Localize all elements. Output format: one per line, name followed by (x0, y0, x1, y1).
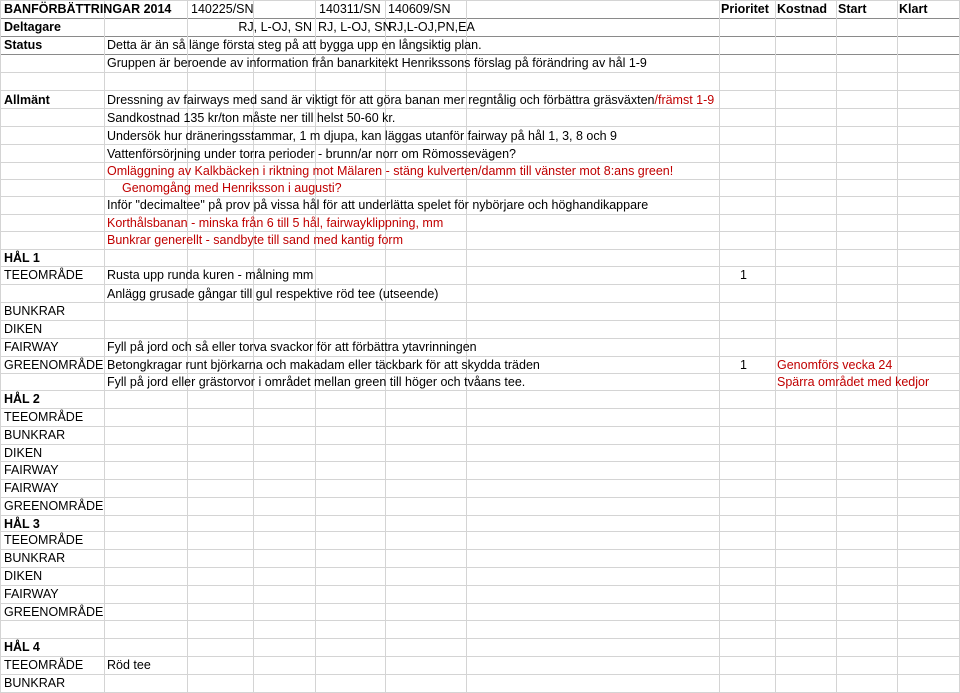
allmant-line-1-red-suffix: /främst 1-9 (654, 93, 715, 107)
hal1-area-bunkrar[interactable]: BUNKRAR (4, 304, 66, 318)
header-klart[interactable]: Klart (899, 2, 928, 16)
allmant-line-9[interactable]: Bunkrar generellt - sandbyte till sand med kantig form (107, 233, 403, 247)
hal1-title[interactable]: HÅL 1 (4, 251, 40, 265)
header-start[interactable]: Start (838, 2, 867, 16)
status-line-1[interactable]: Detta är än så länge första steg på att bygga upp en långsiktig plan. (107, 38, 482, 52)
sheet-title[interactable]: BANFÖRBÄTTRINGAR 2014 (4, 2, 172, 16)
hal3-area-fairway[interactable]: FAIRWAY (4, 587, 59, 601)
hal1-green-note[interactable]: Spärra området med kedjor (777, 375, 930, 389)
hal3-title[interactable]: HÅL 3 (4, 517, 40, 531)
allmant-line-8[interactable]: Korthålsbanan - minska från 6 till 5 hål, fairwayklippning, mm (107, 216, 444, 230)
allmant-line-6[interactable]: Genomgång med Henriksson i augusti? (122, 181, 342, 195)
hal4-area-bunkrar[interactable]: BUNKRAR (4, 676, 66, 690)
hal1-green-text-2[interactable]: Fyll på jord eller grästorvor i området mellan green till höger och tvåans tee. (107, 375, 526, 389)
allmant-line-4[interactable]: Vattenförsörjning under torra perioder - brunn/ar norr om Römossevägen? (107, 147, 517, 161)
hal1-green-start[interactable]: Genomförs vecka 24 (777, 358, 893, 372)
allmant-line-1[interactable] (107, 91, 714, 109)
hal2-area-green[interactable]: GREENOMRÅDE (4, 499, 104, 513)
hal1-green-prio[interactable]: 1 (740, 358, 747, 372)
hal1-green-text[interactable]: Betongkragar runt björkarna och makadam eller täckbark för att skydda träden (107, 358, 540, 372)
hal2-area-bunkrar[interactable]: BUNKRAR (4, 428, 66, 442)
hal3-area-green[interactable]: GREENOMRÅDE (4, 605, 104, 619)
header-prioritet[interactable]: Prioritet (721, 2, 769, 16)
hal3-area-diken[interactable]: DIKEN (4, 569, 43, 583)
allmant-label[interactable]: Allmänt (4, 93, 50, 107)
header-kostnad[interactable]: Kostnad (777, 2, 827, 16)
hal1-tee-prio[interactable]: 1 (740, 268, 747, 282)
hal3-area-tee[interactable]: TEEOMRÅDE (4, 533, 84, 547)
hal1-area-green[interactable]: GREENOMRÅDE (4, 358, 104, 372)
allmant-line-3[interactable]: Undersök hur dräneringsstammar, 1 m djupa, kan läggas utanför fairway på hål 1, 3, 8 och 9 (107, 129, 618, 143)
deltagare-label[interactable]: Deltagare (4, 20, 61, 34)
hal1-tee-text-2[interactable]: Anlägg grusade gångar till gul respektive röd tee (utseende) (107, 287, 439, 301)
date-col-c[interactable]: 140225/SN (191, 2, 254, 16)
status-line-2[interactable]: Gruppen är beroende av information från banarkitekt Henrikssons förslag på förändring av hål 1-9 (107, 56, 647, 70)
date-col-e[interactable]: 140311/SN (319, 2, 381, 16)
deltagare-col-e[interactable]: RJ, L-OJ, SN (318, 20, 392, 34)
hal1-area-fairway[interactable]: FAIRWAY (4, 340, 59, 354)
hal2-area-diken[interactable]: DIKEN (4, 446, 43, 460)
deltagare-col-f[interactable]: RJ,L-OJ,PN,EA (388, 20, 475, 34)
hal2-title[interactable]: HÅL 2 (4, 392, 40, 406)
hal2-area-tee[interactable]: TEEOMRÅDE (4, 410, 84, 424)
hal2-area-fairway-1[interactable]: FAIRWAY (4, 463, 59, 477)
hal1-tee-text[interactable]: Rusta upp runda kuren - målning mm (107, 268, 314, 282)
hal4-area-tee[interactable]: TEEOMRÅDE (4, 658, 84, 672)
allmant-line-2[interactable]: Sandkostnad 135 kr/ton måste ner till helst 50-60 kr. (107, 111, 396, 125)
hal4-title[interactable]: HÅL 4 (4, 640, 40, 654)
hal4-tee-text[interactable]: Röd tee (107, 658, 151, 672)
hal2-area-fairway-2[interactable]: FAIRWAY (4, 481, 59, 495)
hal1-fairway-text[interactable]: Fyll på jord och så eller torva svackor för att förbättra ytavrinningen (107, 340, 477, 354)
hal1-area-diken[interactable]: DIKEN (4, 322, 43, 336)
allmant-line-7[interactable]: Inför "decimaltee" på prov på vissa hål för att underlätta spelet för nybörjare och höghandikappare (107, 198, 649, 212)
allmant-line-5[interactable]: Omläggning av Kalkbäcken i riktning mot Mälaren - stäng kulverten/damm till vänster mot 8:ans green! (107, 164, 674, 178)
status-label[interactable]: Status (4, 38, 43, 52)
date-col-f[interactable]: 140609/SN (388, 2, 451, 16)
allmant-line-1-text: Dressning av fairways med sand är viktigt för att göra banan mer regntålig och förbättra gräsväxten (107, 93, 655, 107)
deltagare-col-c[interactable]: RJ, L-OJ, SN (238, 20, 312, 34)
hal3-area-bunkrar[interactable]: BUNKRAR (4, 551, 66, 565)
hal1-area-tee[interactable]: TEEOMRÅDE (4, 268, 84, 282)
